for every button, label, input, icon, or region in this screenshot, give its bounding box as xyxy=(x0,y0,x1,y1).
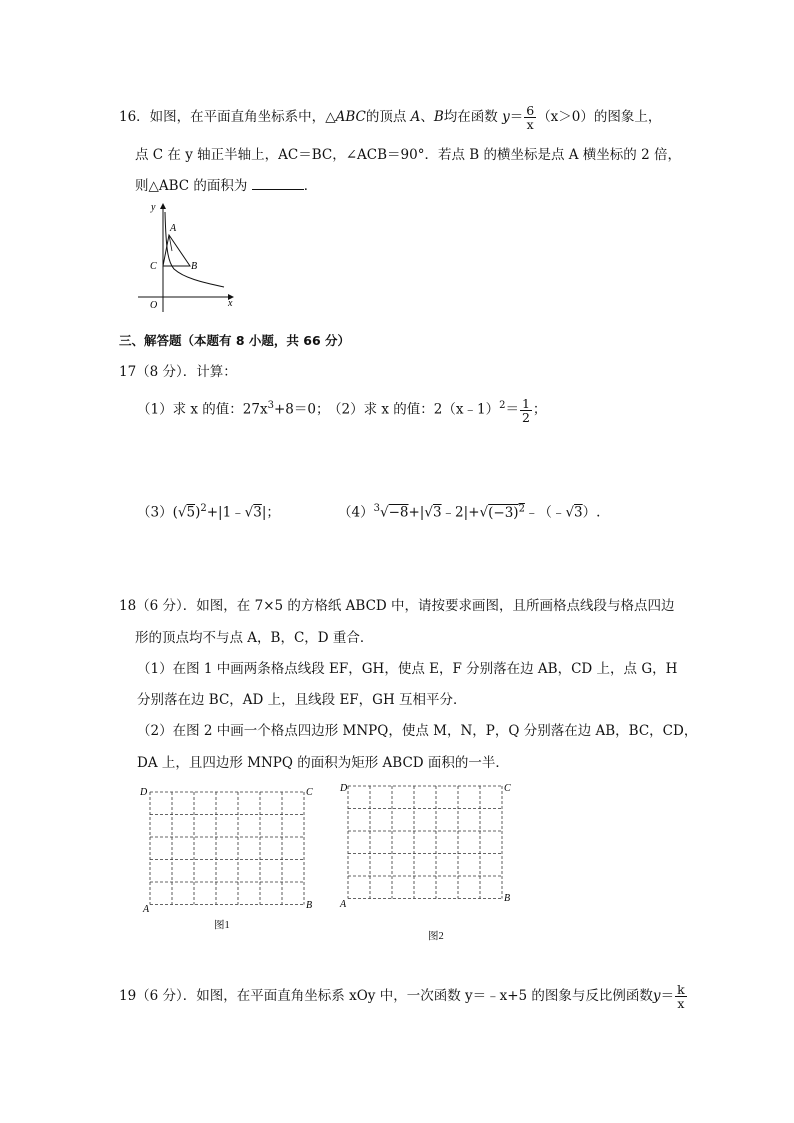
q17-part4: $(4)^3√-8+|√3﹣2|+√(-3)^2﹣(﹣√3)$. xyxy=(338,503,601,521)
separator: 、 xyxy=(420,109,434,125)
triangle-name: ABC xyxy=(335,109,366,125)
denominator: x xyxy=(526,117,534,132)
q17-p4-text: ）. xyxy=(582,504,601,521)
figure-2-caption: 图2 xyxy=(428,931,444,942)
q17-part3: $(3)(√5)^2+|1﹣√3|$； xyxy=(137,503,280,521)
radicand: (−3) xyxy=(488,504,519,521)
q17-p3-text: |； xyxy=(261,504,280,521)
q18-line1: 18（6 分）．如图，在 7×5 的方格纸 ABCD 中，请按要求画图，且所画格点线段与格点四边 xyxy=(119,598,675,614)
grid-lines xyxy=(150,792,304,905)
q17-p3-text: （3）( xyxy=(137,504,178,521)
label-a: A xyxy=(143,904,150,914)
label-d: D xyxy=(340,783,348,794)
denominator: x xyxy=(677,996,685,1011)
figure-1-caption: 图1 xyxy=(214,920,230,931)
q17-part2 xyxy=(328,396,546,424)
label-c: C xyxy=(150,261,157,272)
exponent: 2 xyxy=(518,503,525,514)
q18-line3: （1）在图 1 中画两条格点线段 EF，GH，使点 E，F 分别落在边 AB，CD 上，点 G，H xyxy=(137,661,678,677)
q18-line2: 形的顶点均不与点 A，B，C，D 重合． xyxy=(135,630,374,646)
numerator: 6 xyxy=(526,103,535,118)
root-index: 3 xyxy=(373,503,380,514)
grid-figure-1 xyxy=(140,784,320,914)
answer-blank[interactable] xyxy=(252,177,304,190)
grid-figure-2 xyxy=(338,780,518,910)
label-b: B xyxy=(306,900,313,911)
grid-lines xyxy=(348,786,502,899)
radicand: 3 xyxy=(432,504,442,521)
point-b: B xyxy=(433,109,444,125)
q16-line2: 点 C 在 y 轴正半轴上，AC＝BC，∠ACB＝90°．若点 B 的横坐标是点 A 横坐标的 2 倍， xyxy=(135,147,681,163)
equals: ＝ xyxy=(505,401,519,418)
q16-text: 均在函数 xyxy=(443,109,498,125)
q17-head: 17（8 分）．计算： xyxy=(119,364,237,380)
label-y: y xyxy=(151,202,156,213)
q16-figure xyxy=(136,200,240,315)
label-a: A xyxy=(170,223,177,234)
denominator: 2 xyxy=(521,409,530,425)
q17-p1-text: （1）求 x 的值：27x xyxy=(137,401,268,418)
q16-text: 的顶点 xyxy=(365,109,407,125)
q16-line3 xyxy=(135,176,317,196)
label-c: C xyxy=(504,783,511,794)
q16-text: 16．如图，在平面直角坐标系中， xyxy=(119,109,326,125)
radicand: 5 xyxy=(186,504,196,521)
var-y: y xyxy=(652,988,661,1004)
section-heading: 三、解答题（本题有 8 小题，共 66 分） xyxy=(119,333,351,348)
period: ． xyxy=(303,178,318,194)
radicand: −8 xyxy=(388,504,409,521)
q17-p4-text: +| xyxy=(408,504,425,521)
semicolon: ； xyxy=(532,401,547,418)
exponent: 3 xyxy=(267,400,274,411)
radicand: 3 xyxy=(253,504,262,521)
numerator: 1 xyxy=(521,395,530,411)
label-b: B xyxy=(191,261,198,272)
q17-part1 xyxy=(137,396,329,420)
label-x: x xyxy=(228,298,233,309)
exponent: 2 xyxy=(200,503,207,514)
q16-condition: （x＞0）的图象上， xyxy=(537,109,662,125)
exponent: 2 xyxy=(499,400,506,411)
q17-p4-text: ﹣2|+ xyxy=(441,504,480,521)
q16-line1 xyxy=(119,104,661,131)
q18-line5: （2）在图 2 中画一个格点四边形 MNPQ，使点 M，N，P，Q 分别落在边 AB，BC，CD， xyxy=(137,723,698,739)
radicand: 3 xyxy=(574,504,583,521)
radicand-group xyxy=(488,505,525,521)
q17-p4-text: ﹣（﹣ xyxy=(524,504,566,521)
numerator: k xyxy=(677,982,685,997)
label-d: D xyxy=(140,787,148,798)
label-a: A xyxy=(340,899,347,910)
equals: ＝ xyxy=(509,109,524,125)
label-b: B xyxy=(504,893,511,904)
fraction-k-over-x xyxy=(675,983,687,1010)
q19-line1 xyxy=(119,983,688,1010)
equals: ＝ xyxy=(660,988,675,1004)
q17-p4-text: （4） xyxy=(338,504,374,521)
q17-p1-text: +8＝0； xyxy=(273,401,330,418)
label-o: O xyxy=(150,300,158,311)
fraction-half xyxy=(520,397,532,424)
q17-p2-text: （2）求 x 的值：2（x﹣1） xyxy=(328,401,500,418)
triangle-symbol: △ xyxy=(325,109,336,125)
q16-text: 则△ABC 的面积为 xyxy=(135,178,248,194)
q18-line4: 分别落在边 BC，AD 上，且线段 EF，GH 互相平分． xyxy=(137,692,467,708)
label-c: C xyxy=(306,787,313,798)
q19-text: 19（6 分）．如图，在平面直角坐标系 xOy 中，一次函数 y＝﹣x+5 的图象与反比例函数 xyxy=(119,988,653,1004)
q18-line6: DA 上，且四边形 MNPQ 的面积为矩形 ABCD 面积的一半． xyxy=(137,755,509,771)
var-y: y xyxy=(502,109,510,125)
point-a: A xyxy=(410,109,421,125)
fraction-6-over-x xyxy=(524,104,536,131)
q17-p3-text: +|1﹣ xyxy=(206,504,245,521)
paren: ) xyxy=(195,504,201,521)
